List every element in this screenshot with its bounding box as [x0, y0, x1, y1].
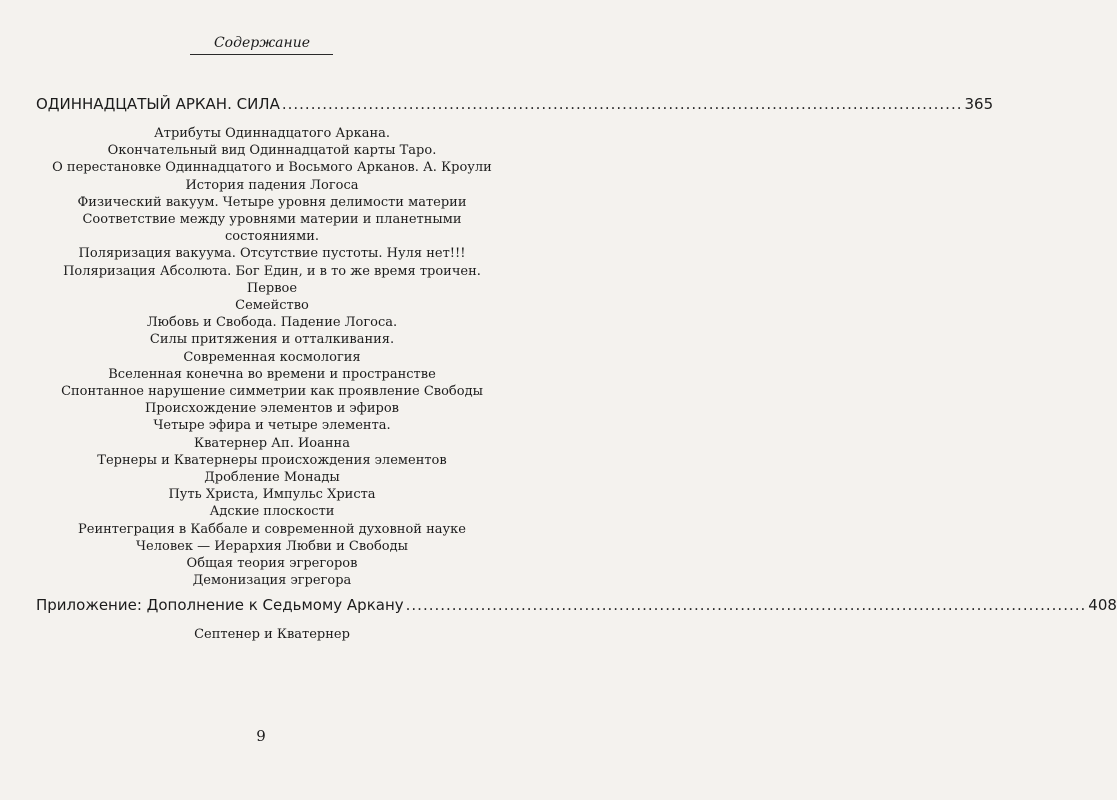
toc-entry[interactable]: Спонтанное нарушение симметрии как проявление Свободы	[61, 384, 483, 400]
section-page-number: 365	[964, 95, 994, 113]
toc-entry[interactable]: Современная космология	[183, 349, 361, 365]
section-title-text: ОДИННАДЦАТЫЙ АРКАН. СИЛА	[36, 95, 280, 113]
toc-entry[interactable]: Демонизация эгрегора	[192, 573, 352, 589]
toc-entry[interactable]: Вселенная конечна во времени и пространстве	[108, 366, 436, 382]
toc-section-title[interactable]	[36, 94, 994, 114]
toc-section-title[interactable]	[36, 595, 1117, 615]
toc-entry[interactable]: История падения Логоса	[185, 177, 359, 193]
toc-entry[interactable]: Поляризация Абсолюта. Бог Един, и в то же время троичен. Первое	[63, 263, 481, 296]
toc-entry[interactable]: Окончательный вид Одиннадцатой карты Таро.	[107, 143, 437, 159]
toc-entries-list	[36, 125, 508, 589]
toc-entry[interactable]: О перестановке Одиннадцатого и Восьмого Арканов. А. Кроули	[52, 160, 492, 176]
toc-entry[interactable]: Четыре эфира и четыре элемента.	[153, 418, 391, 434]
toc-entry[interactable]: Любовь и Свобода. Падение Логоса.	[146, 315, 398, 331]
toc-entry[interactable]: Септенер и Кватернер	[194, 627, 350, 642]
toc-entry[interactable]: Поляризация вакуума. Отсутствие пустоты. Нуля нет!!!	[78, 246, 466, 262]
toc-entry[interactable]: Силы притяжения и отталкивания.	[149, 332, 395, 348]
toc-entry[interactable]: Происхождение элементов и эфиров	[145, 401, 399, 417]
toc-entry[interactable]: Адские плоскости	[209, 504, 335, 520]
toc-entries-list	[36, 626, 508, 643]
running-header: Содержание	[213, 35, 311, 51]
toc-entry[interactable]: Кватернер Ап. Иоанна	[194, 435, 350, 451]
toc-entry[interactable]: Дробление Монады	[204, 470, 340, 486]
dot-leader: ......................................................................................................................	[405, 596, 1087, 614]
toc-entry[interactable]: Тернеры и Кватернеры происхождения элементов	[97, 452, 447, 468]
section-title-text: Приложение: Дополнение к Седьмому Аркану	[36, 596, 404, 614]
page-number: 9	[256, 727, 266, 745]
toc-entry[interactable]: Соответствие между уровнями материи и планетными	[82, 212, 462, 228]
toc-entry[interactable]: Реинтеграция в Каббале и современной духовной науке	[78, 521, 466, 537]
toc-entry[interactable]: Атрибуты Одиннадцатого Аркана.	[153, 126, 391, 141]
toc-entry[interactable]: Общая теория эгрегоров	[186, 556, 358, 572]
section-page-number: 408	[1088, 596, 1117, 614]
toc-entry[interactable]: Человек — Иерархия Любви и Свободы	[136, 538, 408, 554]
toc-entry[interactable]: Путь Христа, Импульс Христа	[168, 487, 376, 503]
header-rule	[190, 54, 333, 55]
toc-entry[interactable]: Семейство	[235, 298, 309, 314]
dot-leader: ......................................................................................................................	[281, 95, 963, 113]
toc-entry[interactable]: Физический вакуум. Четыре уровня делимости материи	[77, 194, 467, 210]
toc-entry[interactable]: состояниями.	[224, 229, 320, 245]
